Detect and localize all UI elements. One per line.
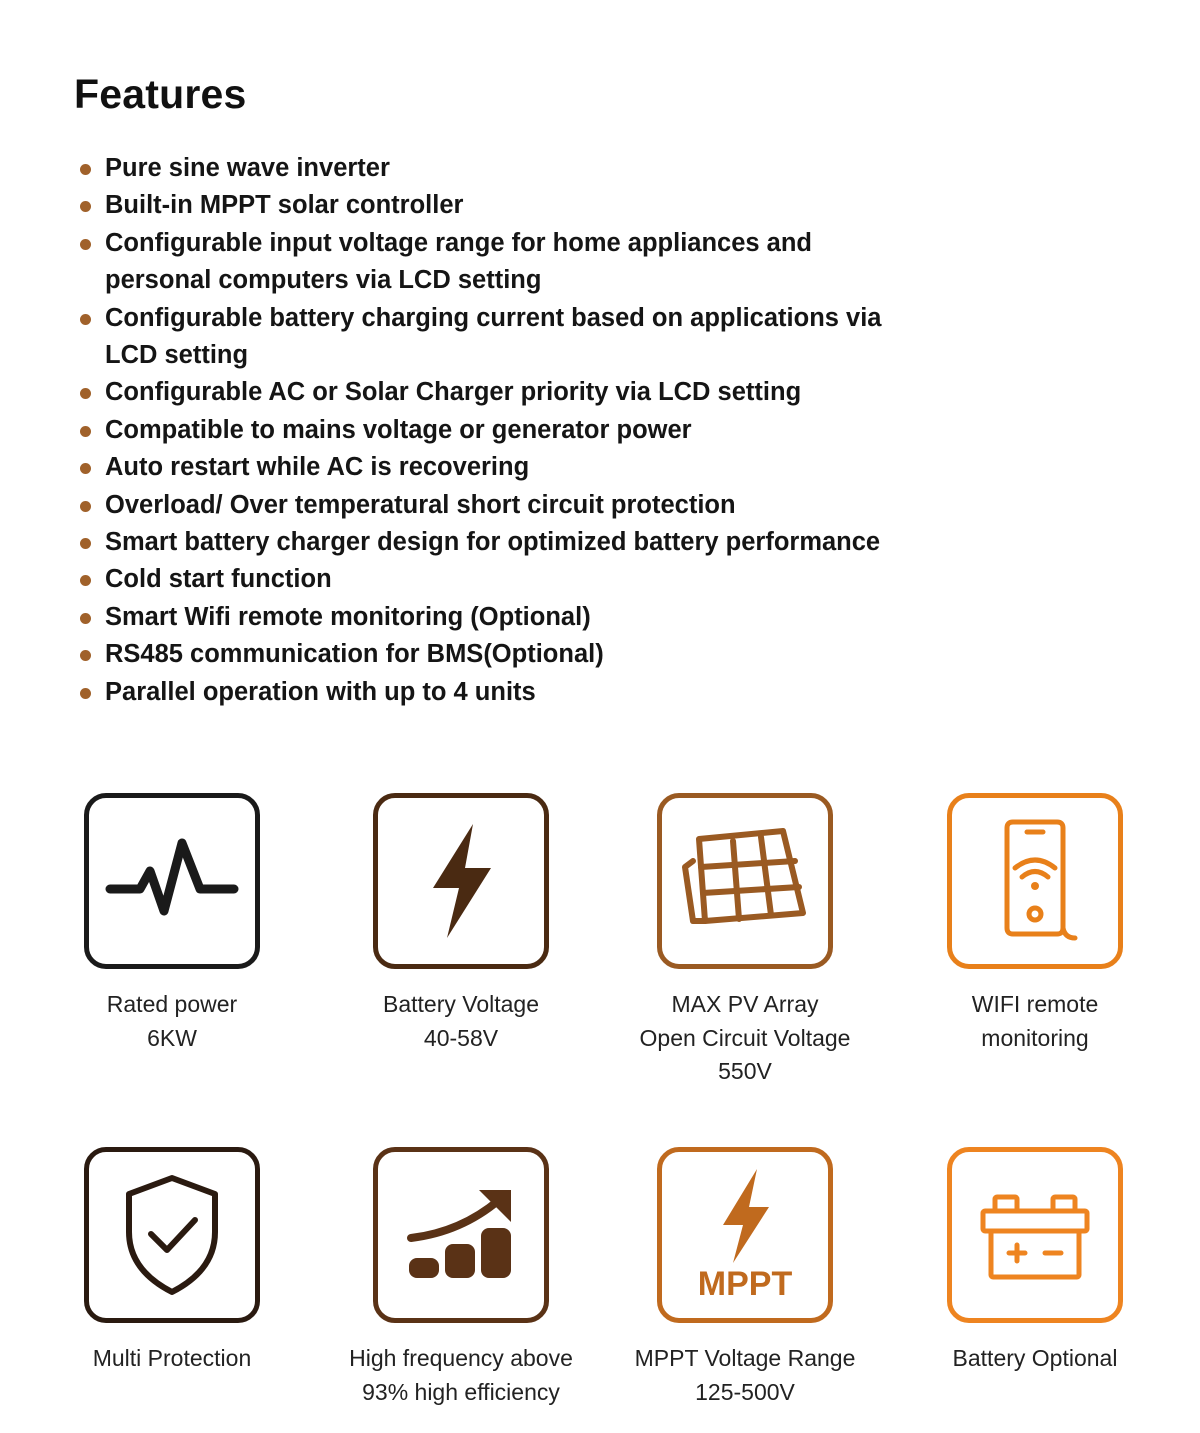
caption-line: Multi Protection [92, 1345, 252, 1371]
feature-list [78, 150, 1038, 711]
bullet-dot-icon [80, 538, 91, 549]
caption-line: MAX PV Array [671, 991, 819, 1017]
feature-text-line: Auto restart while AC is recovering [105, 453, 530, 482]
feature-text-line: Smart Wifi remote monitoring (Optional) [105, 602, 591, 631]
spec-caption-multi-protection [22, 1342, 322, 1376]
spec-caption-battery-optional [885, 1342, 1185, 1376]
feature-item [78, 674, 1038, 711]
feature-item [78, 599, 1038, 636]
caption-line: Open Circuit Voltage [639, 1024, 851, 1051]
feature-text-line: Compatible to mains voltage or generator power [105, 415, 692, 444]
spec-caption-high-efficiency [311, 1342, 611, 1409]
caption-line: 6KW [147, 1024, 197, 1051]
phone-wifi-icon [985, 816, 1085, 946]
spec-caption-mppt-range [595, 1342, 895, 1409]
efficiency-chart-icon [401, 1180, 521, 1290]
feature-text-line: personal computers via LCD setting [105, 266, 542, 295]
bullet-dot-icon [80, 201, 91, 212]
feature-text-line: Configurable AC or Solar Charger priority via LCD setting [105, 378, 802, 407]
feature-text-line: Built-in MPPT solar controller [105, 191, 464, 220]
bullet-dot-icon [80, 650, 91, 661]
waveform-icon [102, 831, 242, 931]
feature-text-line: LCD setting [105, 341, 249, 370]
feature-item [78, 487, 1038, 524]
spec-tile-pv-array [657, 793, 833, 969]
bullet-dot-icon [80, 501, 91, 512]
spec-tile-rated-power [84, 793, 260, 969]
solar-panel-icon [675, 821, 815, 941]
spec-tile-wifi-monitoring [947, 793, 1123, 969]
bullet-dot-icon [80, 314, 91, 325]
feature-text-line: RS485 communication for BMS(Optional) [105, 640, 604, 669]
caption-line: Battery Voltage [383, 991, 539, 1017]
feature-item [78, 187, 1038, 224]
spec-tile-battery-voltage [373, 793, 549, 969]
spec-tile-mppt-range [657, 1147, 833, 1323]
spec-tile-multi-protection [84, 1147, 260, 1323]
bullet-dot-icon [80, 164, 91, 175]
bullet-dot-icon [80, 388, 91, 399]
feature-text-line: Overload/ Over temperatural short circuit protection [105, 490, 736, 519]
feature-text-line: Configurable battery charging current based on applications via [105, 303, 882, 332]
caption-line: Battery Optional [952, 1345, 1118, 1371]
caption-line: High frequency above [349, 1345, 573, 1371]
caption-line: Rated power [106, 991, 238, 1017]
feature-item [78, 150, 1038, 187]
spec-caption-pv-array [595, 988, 895, 1089]
feature-item [78, 225, 1038, 300]
feature-item [78, 561, 1038, 598]
caption-line: monitoring [981, 1024, 1089, 1051]
feature-item [78, 636, 1038, 673]
mppt-bolt-icon [685, 1165, 805, 1305]
caption-line: WIFI remote [971, 991, 1099, 1017]
feature-text-line: Cold start function [105, 565, 332, 594]
spec-caption-battery-voltage [311, 988, 611, 1055]
feature-text-line: Configurable input voltage range for home appliances and [105, 228, 813, 257]
feature-item [78, 412, 1038, 449]
spec-caption-wifi-monitoring [885, 988, 1185, 1055]
battery-icon [975, 1185, 1095, 1285]
bullet-dot-icon [80, 613, 91, 624]
caption-line: 93% high efficiency [362, 1378, 560, 1405]
mppt-icon-label: MPPT [697, 1265, 793, 1303]
caption-line: 125-500V [695, 1378, 795, 1405]
bullet-dot-icon [80, 426, 91, 437]
feature-item [78, 449, 1038, 486]
bullet-dot-icon [80, 688, 91, 699]
page-title: Features [74, 71, 247, 117]
spec-tile-battery-optional [947, 1147, 1123, 1323]
bullet-dot-icon [80, 463, 91, 474]
caption-line: 550V [718, 1058, 772, 1084]
feature-item [78, 300, 1038, 375]
lightning-bolt-icon [411, 816, 511, 946]
caption-line: 40-58V [423, 1024, 499, 1051]
bullet-dot-icon [80, 239, 91, 250]
bullet-dot-icon [80, 575, 91, 586]
spec-tile-high-efficiency [373, 1147, 549, 1323]
feature-item [78, 524, 1038, 561]
feature-text-line: Pure sine wave inverter [105, 154, 390, 182]
feature-item [78, 374, 1038, 411]
caption-line: MPPT Voltage Range [634, 1345, 856, 1371]
spec-caption-rated-power [22, 988, 322, 1055]
shield-check-icon [117, 1170, 227, 1300]
feature-text-line: Smart battery charger design for optimized battery performance [105, 528, 881, 557]
feature-text-line: Parallel operation with up to 4 units [105, 677, 536, 706]
